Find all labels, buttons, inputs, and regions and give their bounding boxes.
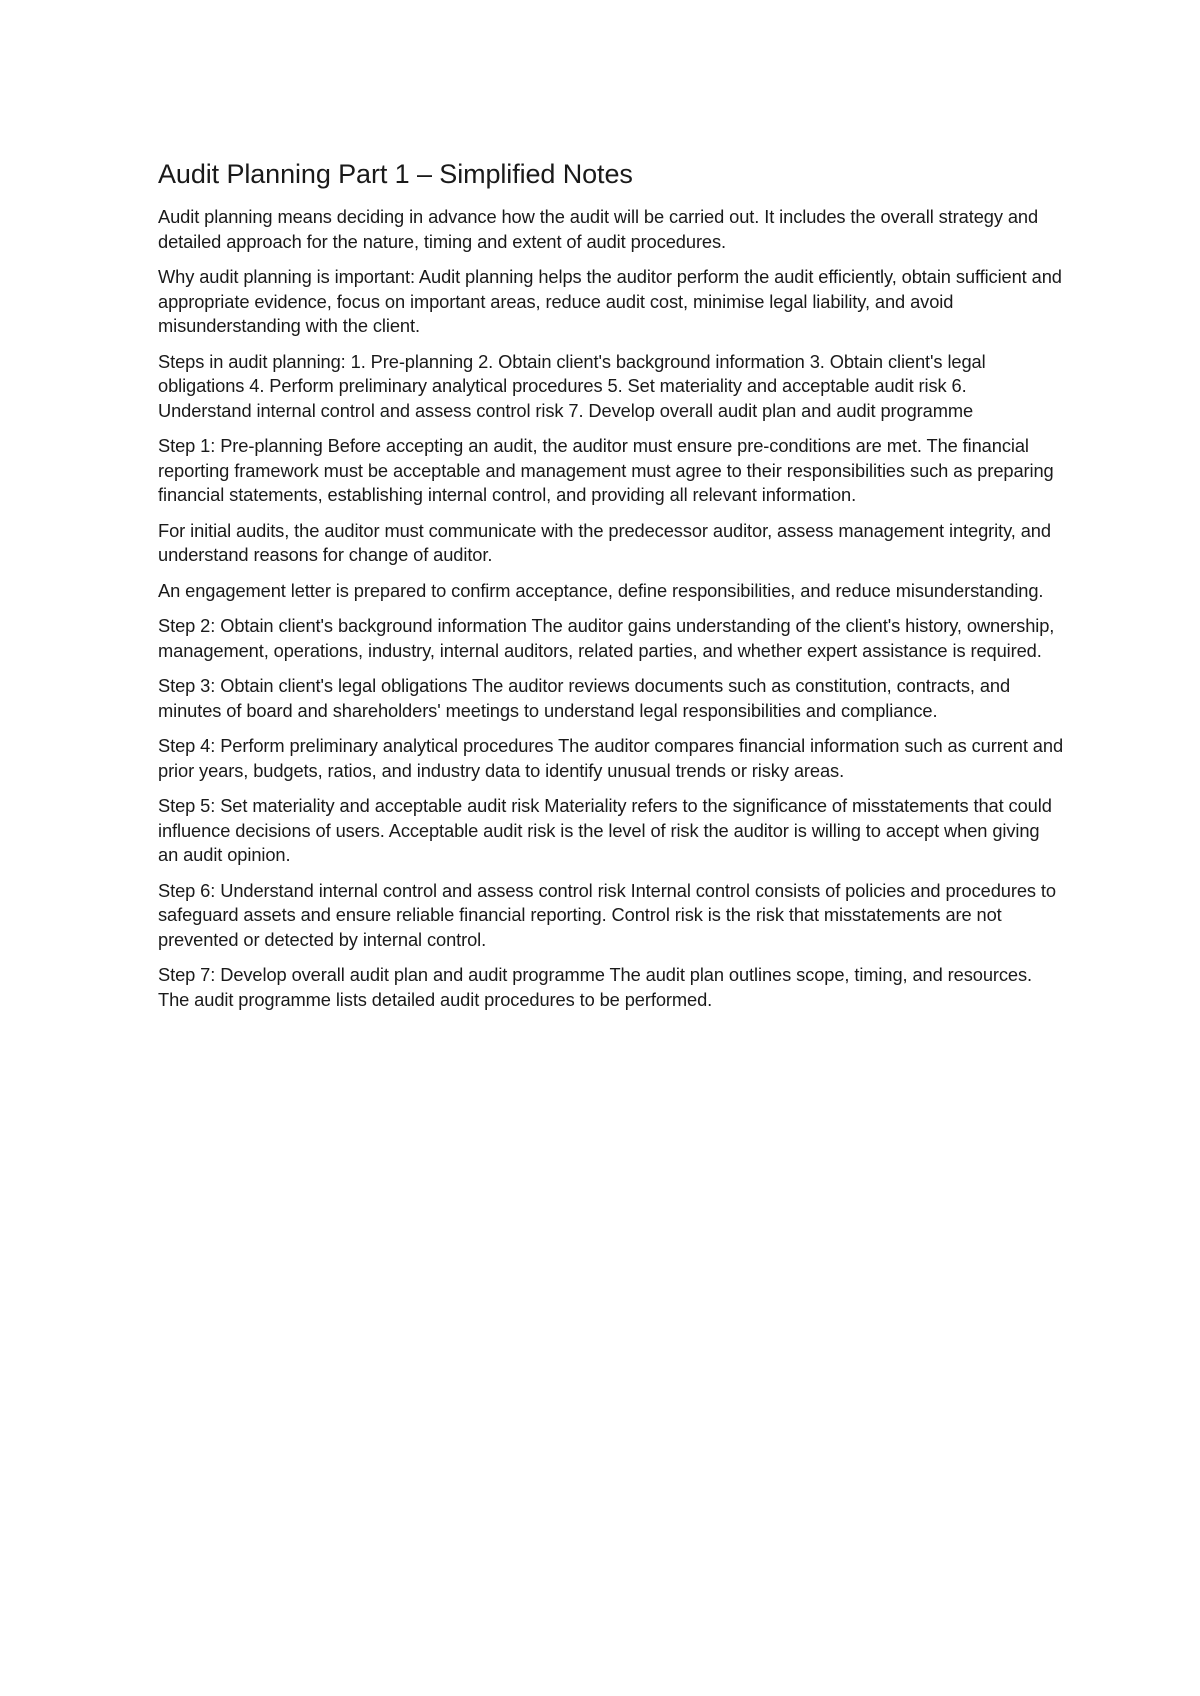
paragraph-step-1: Step 1: Pre-planning Before accepting an audit, the auditor must ensure pre-conditions are met. The financial reporting framework must be acceptable and management must agree to their responsibilities such as preparing financial statements, establishing internal control, and providing all relevant information. xyxy=(158,435,1054,505)
paragraph-step-3: Step 3: Obtain client's legal obligations The auditor reviews documents such as constitution, contracts, and minutes of board and shareholders' meetings to understand legal responsibilities and compliance. xyxy=(158,675,1011,721)
paragraph-importance: Why audit planning is important: Audit planning helps the auditor perform the audit efficiently, obtain sufficient and appropriate evidence, focus on important areas, reduce audit cost, minimise legal liability, and avoid misunderstanding with the client. xyxy=(158,266,1062,336)
paragraph-step-2: Step 2: Obtain client's background information The auditor gains understanding of the client's history, ownership, management, operations, industry, internal auditors, related parties, and whether expert assistance is required. xyxy=(158,615,1055,661)
paragraph-definition: Audit planning means deciding in advance how the audit will be carried out. It includes the overall strategy and detailed approach for the nature, timing and extent of audit procedures. xyxy=(158,206,1039,252)
paragraph-step-6: Step 6: Understand internal control and assess control risk Internal control consists of policies and procedures to safeguard assets and ensure reliable financial reporting. Control risk is the risk that misstatements are not prevented or detected by internal control. xyxy=(158,879,1056,950)
paragraph-initial-audits: For initial audits, the auditor must communicate with the predecessor auditor, assess management integrity, and understand reasons for change of auditor. xyxy=(158,519,1051,565)
paragraph-engagement-letter: An engagement letter is prepared to confirm acceptance, define responsibilities, and reduce misunderstanding. xyxy=(158,579,1044,601)
document-title: Audit Planning Part 1 – Simplified Notes xyxy=(158,159,633,189)
paragraph-step-5: Step 5: Set materiality and acceptable audit risk Materiality refers to the significance of misstatements that could influence decisions of users. Acceptable audit risk is the level of risk the auditor is willing to accept when giving an audit opinion. xyxy=(158,795,1052,865)
paragraph-steps-overview: Steps in audit planning: 1. Pre-planning 2. Obtain client's background information 3. Obtain client's legal obligations 4. Perform preliminary analytical procedures 5. Set materiality and acceptable audit risk 6. Understand internal control and assess control risk 7. Develop overall audit plan and audit programme xyxy=(158,350,986,421)
paragraph-step-7: Step 7: Develop overall audit plan and audit programme The audit plan outlines scope, timing, and resources. The audit programme lists detailed audit procedures to be performed. xyxy=(158,964,1033,1010)
paragraph-step-4: Step 4: Perform preliminary analytical procedures The auditor compares financial information such as current and prior years, budgets, ratios, and industry data to identify unusual trends or risky areas. xyxy=(158,735,1064,781)
document-body xyxy=(158,157,1063,1023)
